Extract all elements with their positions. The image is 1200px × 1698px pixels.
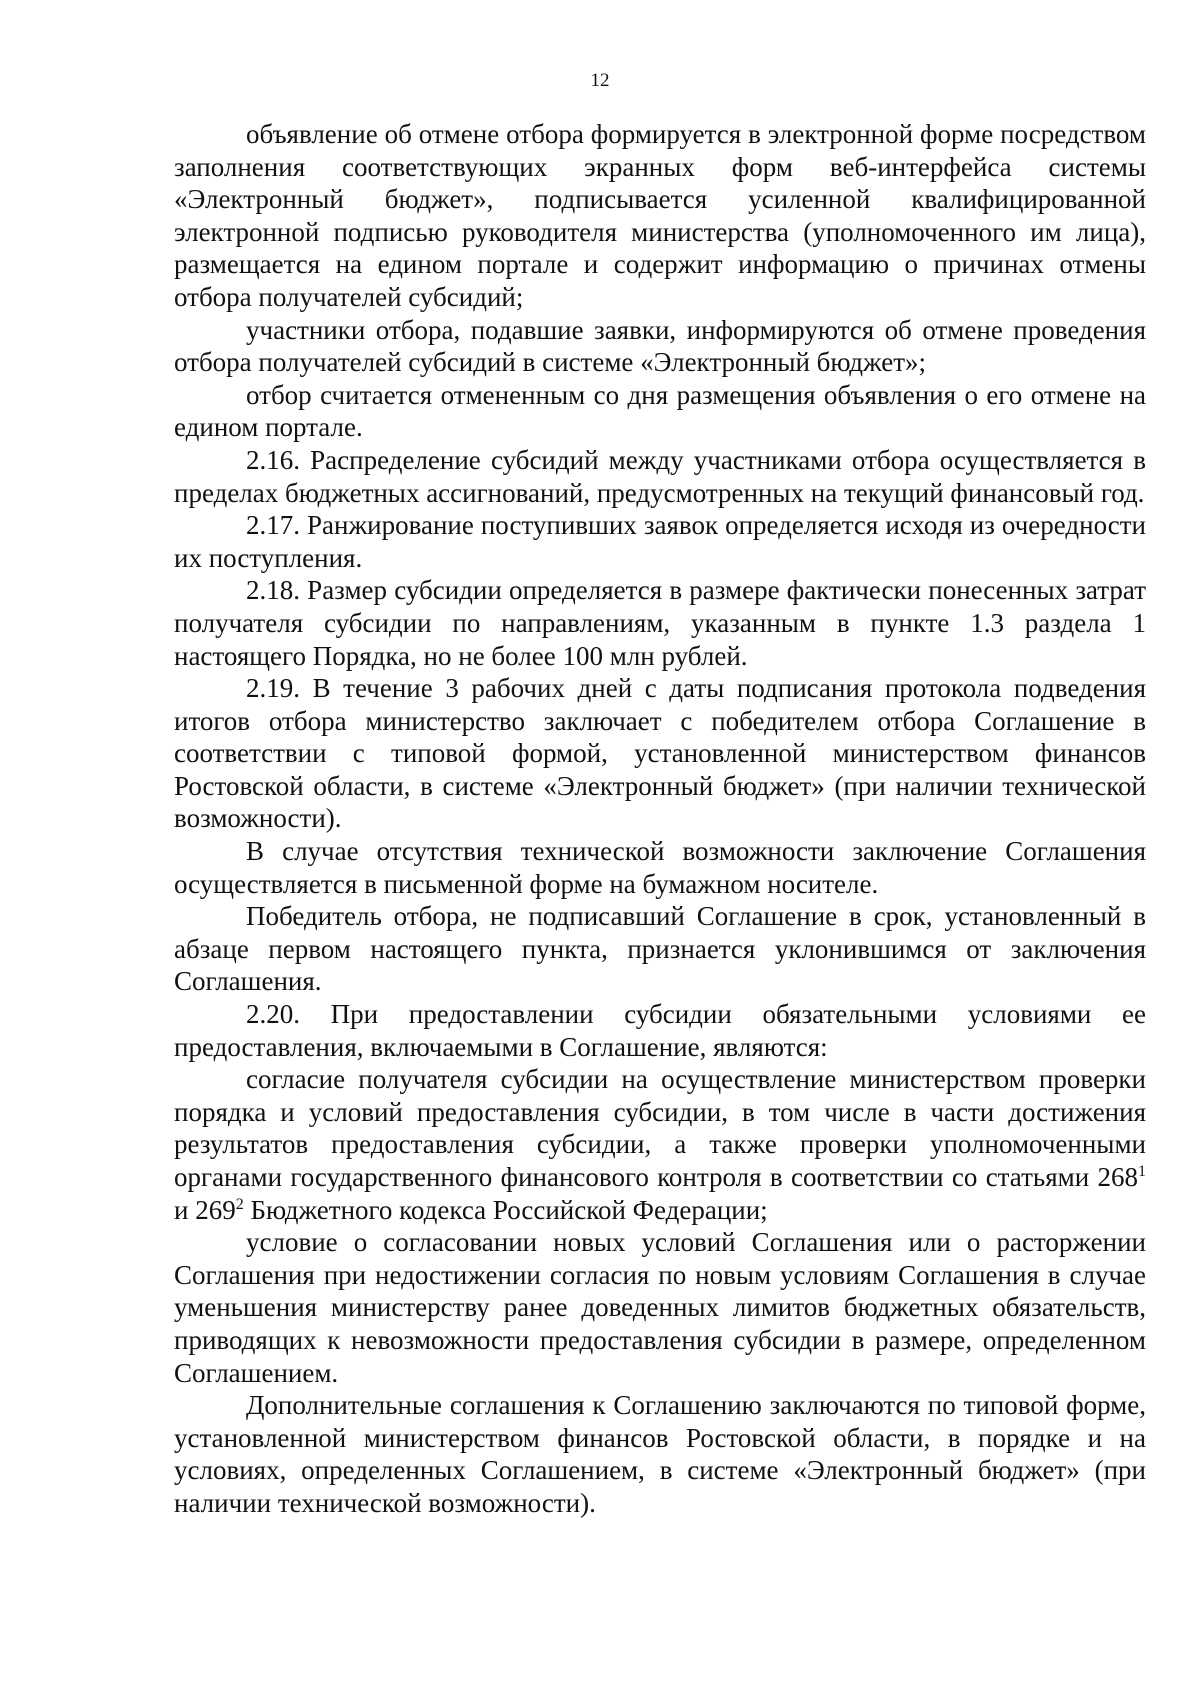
paragraph-participants-informed: участники отбора, подавшие заявки, информируются об отмене проведения отбора получателей субсидий в системе «Электронный бюджет»; xyxy=(174,314,1146,378)
superscript-268: 1 xyxy=(1138,1163,1146,1180)
document-body xyxy=(174,118,1146,1520)
consent-text-end: Бюджетного кодекса Российской Федерации; xyxy=(243,1194,768,1225)
paragraph-additional-agreements: Дополнительные соглашения к Соглашению заключаются по типовой форме, установленной министерством финансов Ростовской области, в порядке и на условиях, определенных Соглашением, в системе «Электронный бюджет» (при наличии технической возможности). xyxy=(174,1390,1146,1518)
paragraph-selection-cancelled: отбор считается отмененным со дня размещения объявления о его отмене на едином портале. xyxy=(174,379,1146,443)
superscript-269: 2 xyxy=(235,1195,244,1213)
paragraph-2-17: 2.17. Ранжирование поступивших заявок определяется исходя из очередности их поступления. xyxy=(174,510,1146,573)
paragraph-2-16: 2.16. Распределение субсидий между участниками отбора осуществляется в пределах бюджетных ассигнований, предусмотренных на текущий финансовый год. xyxy=(174,444,1146,508)
consent-text-middle: и 269 xyxy=(174,1194,236,1225)
consent-text-start: согласие получателя субсидии на осуществление министерством проверки порядка и условий предоставления субсидии, в том числе в части достижения результатов предоставления субсидии, а также проверки уполномоченными органами государственного финансового контроля в соответствии со статьями 268 xyxy=(174,1064,1146,1192)
paragraph-new-conditions: условие о согласовании новых условий Соглашения или о расторжении Соглашения при недостижении согласия по новым условиям Соглашения в случае уменьшения министерству ранее доведенных лимитов бюджетных обязательств, приводящих к невозможности предоставления субсидии в размере, определенном Соглашением. xyxy=(174,1227,1146,1388)
paragraph-consent xyxy=(174,1063,1146,1226)
paragraph-2-18: 2.18. Размер субсидии определяется в размере фактически понесенных затрат получателя субсидии по направлениям, указанным в пункте 1.3 раздела 1 настоящего Порядка, но не более 100 млн рублей. xyxy=(174,575,1146,671)
page-number: 12 xyxy=(590,70,610,91)
paragraph-winner-evaded: Победитель отбора, не подписавший Соглашение в срок, установленный в абзаце первом настоящего пункта, признается уклонившимся от заключения Соглашения. xyxy=(174,901,1146,997)
paragraph-no-technical-possibility: В случае отсутствия технической возможности заключение Соглашения осуществляется в письменной форме на бумажном носителе. xyxy=(174,836,1146,899)
paragraph-cancel-announcement: объявление об отмене отбора формируется в электронной форме посредством заполнения соответствующих экранных форм веб-интерфейса системы «Электронный бюджет», подписывается усиленной квалифицированной электронной подписью руководителя министерства (уполномоченного им лица), размещается на едином портале и содержит информацию о причинах отмены отбора получателей субсидий; xyxy=(174,119,1146,312)
paragraph-2-19: 2.19. В течение 3 рабочих дней с даты подписания протокола подведения итогов отбора министерство заключает с победителем отбора Соглашение в соответствии с типовой формой, установленной министерством финансов Ростовской области, в системе «Электронный бюджет» (при наличии технической возможности). xyxy=(174,673,1146,834)
paragraph-2-20: 2.20. При предоставлении субсидии обязательными условиями ее предоставления, включаемыми в Соглашение, являются: xyxy=(174,999,1146,1062)
